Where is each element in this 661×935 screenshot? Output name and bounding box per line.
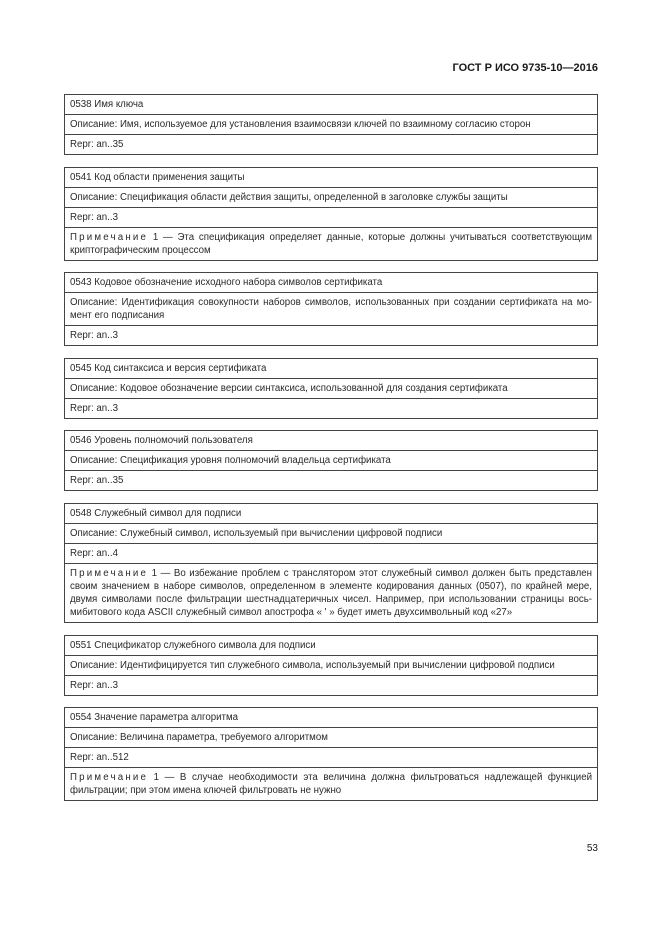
description-row	[65, 187, 597, 207]
description-label: Описание:	[70, 527, 118, 539]
text-line	[70, 454, 592, 467]
text-line	[70, 244, 592, 257]
text-line	[70, 567, 592, 580]
text-line	[70, 606, 592, 619]
text-line	[70, 771, 592, 784]
data-element-entry	[64, 94, 598, 155]
text-line	[70, 382, 592, 395]
line-text: Идентификация совокупности наборов символов, использованных при создании сертификата на мо-	[121, 297, 592, 309]
line-text: мент его подписания	[70, 310, 165, 322]
text-line	[70, 231, 592, 244]
note-label: Примечание	[70, 567, 149, 579]
description-row	[65, 655, 597, 675]
note-row	[65, 767, 597, 800]
line-text: Служебный символ, используемый при вычислении цифровой подписи	[119, 527, 443, 539]
repr-row	[65, 747, 597, 767]
element-title-row	[65, 504, 597, 523]
repr-row	[65, 398, 597, 418]
text-line	[70, 191, 592, 204]
repr-label: Repr:	[70, 547, 94, 559]
element-title-row	[65, 708, 597, 727]
description-label: Описание:	[70, 382, 118, 394]
element-title-row	[65, 636, 597, 655]
line-text: Спецификация уровня полномочий владельца сертификата	[119, 455, 391, 467]
text-line	[70, 118, 592, 131]
text-line	[70, 527, 592, 540]
description-label: Описание:	[70, 659, 118, 671]
repr-value: an..3	[96, 679, 118, 691]
element-name: Значение параметра алгоритма	[94, 712, 238, 724]
repr-value: an..3	[96, 330, 118, 342]
line-text: 1 — Эта спецификация определяет данные, которые должны учитываться соответствующим	[152, 231, 592, 243]
note-row	[65, 563, 597, 622]
text-line	[70, 659, 592, 672]
element-name: Служебный символ для подписи	[94, 507, 242, 519]
element-code: 0546	[70, 435, 92, 447]
data-element-entry	[64, 635, 598, 696]
description-row	[65, 378, 597, 398]
data-element-entry	[64, 503, 598, 623]
repr-row	[65, 325, 597, 345]
repr-label: Repr:	[70, 475, 94, 487]
text-line	[70, 580, 592, 593]
note-label: Примечание	[70, 772, 149, 784]
element-name: Код синтаксиса и версия сертификата	[94, 362, 267, 374]
line-text: Величина параметра, требуемого алгоритмом	[119, 732, 328, 744]
repr-row	[65, 675, 597, 695]
description-label: Описание:	[70, 191, 118, 203]
line-text: криптографическим процессом	[70, 244, 211, 256]
repr-value: an..512	[96, 752, 129, 764]
repr-label: Repr:	[70, 679, 94, 691]
element-name: Кодовое обозначение исходного набора символов сертификата	[94, 277, 383, 289]
element-code: 0543	[70, 277, 92, 289]
text-line	[70, 784, 592, 797]
repr-value: an..35	[96, 139, 124, 150]
element-title-row	[65, 431, 597, 450]
element-code: 0554	[70, 712, 92, 724]
description-row	[65, 292, 597, 325]
data-element-entry	[64, 272, 598, 346]
repr-label: Repr:	[70, 752, 94, 764]
element-name: Имя ключа	[94, 99, 144, 110]
line-text: 1 — Во избежание проблем с транслятором этот служебный символ должен быть представлен	[151, 567, 592, 579]
element-code: 0545	[70, 362, 92, 374]
repr-label: Repr:	[70, 139, 94, 150]
element-code: 0551	[70, 639, 92, 651]
description-row	[65, 114, 597, 134]
element-name: Уровень полномочий пользователя	[94, 435, 253, 447]
description-label: Описание:	[70, 297, 118, 309]
element-title-row	[65, 168, 597, 187]
line-text: Кодовое обозначение версии синтаксиса, использованной для создания сертификата	[119, 382, 508, 394]
note-row	[65, 227, 597, 260]
line-text: 1 — В случае необходимости эта величина должна фильтроваться надлежащей функцией	[153, 772, 592, 784]
repr-value: an..35	[96, 475, 124, 487]
element-code: 0548	[70, 507, 92, 519]
repr-value: an..4	[96, 547, 118, 559]
text-line	[70, 593, 592, 606]
line-text: мибитового кода ASCII служебный символ апострофа « ' » будет иметь двухсимвольный код «27»	[70, 606, 513, 618]
text-line	[70, 309, 592, 322]
data-element-list	[64, 94, 598, 813]
line-text: Идентифицируется тип служебного символа, используемый при вычислении цифровой подписи	[119, 659, 555, 671]
line-text: фильтрации; при этом имена ключей фильтровать не нужно	[70, 785, 342, 797]
description-row	[65, 450, 597, 470]
description-label: Описание:	[70, 732, 118, 744]
repr-label: Repr:	[70, 330, 94, 342]
line-text: двумя символами после фильтрации шестнадцатеричных чисел. Например, при использовании страницы вось-	[70, 593, 592, 605]
description-row	[65, 523, 597, 543]
line-text: своим значением в наборе символов, определенном в элементе кодирования данных (0507), по крайней мере,	[70, 580, 592, 592]
document-code: ГОСТ Р ИСО 9735-10—2016	[452, 62, 598, 74]
text-line	[70, 296, 592, 309]
element-title-row	[65, 95, 597, 114]
page-number: 53	[586, 843, 598, 854]
repr-row	[65, 470, 597, 490]
repr-value: an..3	[96, 402, 118, 414]
repr-row	[65, 134, 597, 154]
text-line	[70, 731, 592, 744]
element-code: 0541	[70, 171, 92, 183]
description-label: Описание:	[70, 455, 118, 467]
line-text: Спецификация области действия защиты, определенной в заголовке службы защиты	[119, 191, 508, 203]
repr-label: Repr:	[70, 211, 94, 223]
description-row	[65, 727, 597, 747]
repr-label: Repr:	[70, 402, 94, 414]
data-element-entry	[64, 430, 598, 491]
repr-value: an..3	[96, 211, 118, 223]
line-text: Имя, используемое для установления взаимосвязи ключей по взаимному согласию сторон	[119, 119, 531, 130]
data-element-entry	[64, 358, 598, 419]
element-name: Код области применения защиты	[94, 171, 245, 183]
note-label: Примечание	[70, 231, 149, 243]
element-title-row	[65, 273, 597, 292]
element-name: Спецификатор служебного символа для подписи	[94, 639, 316, 651]
description-label: Описание:	[70, 119, 118, 130]
data-element-entry	[64, 707, 598, 801]
element-code: 0538	[70, 99, 92, 110]
element-title-row	[65, 359, 597, 378]
repr-row	[65, 543, 597, 563]
repr-row	[65, 207, 597, 227]
data-element-entry	[64, 167, 598, 261]
